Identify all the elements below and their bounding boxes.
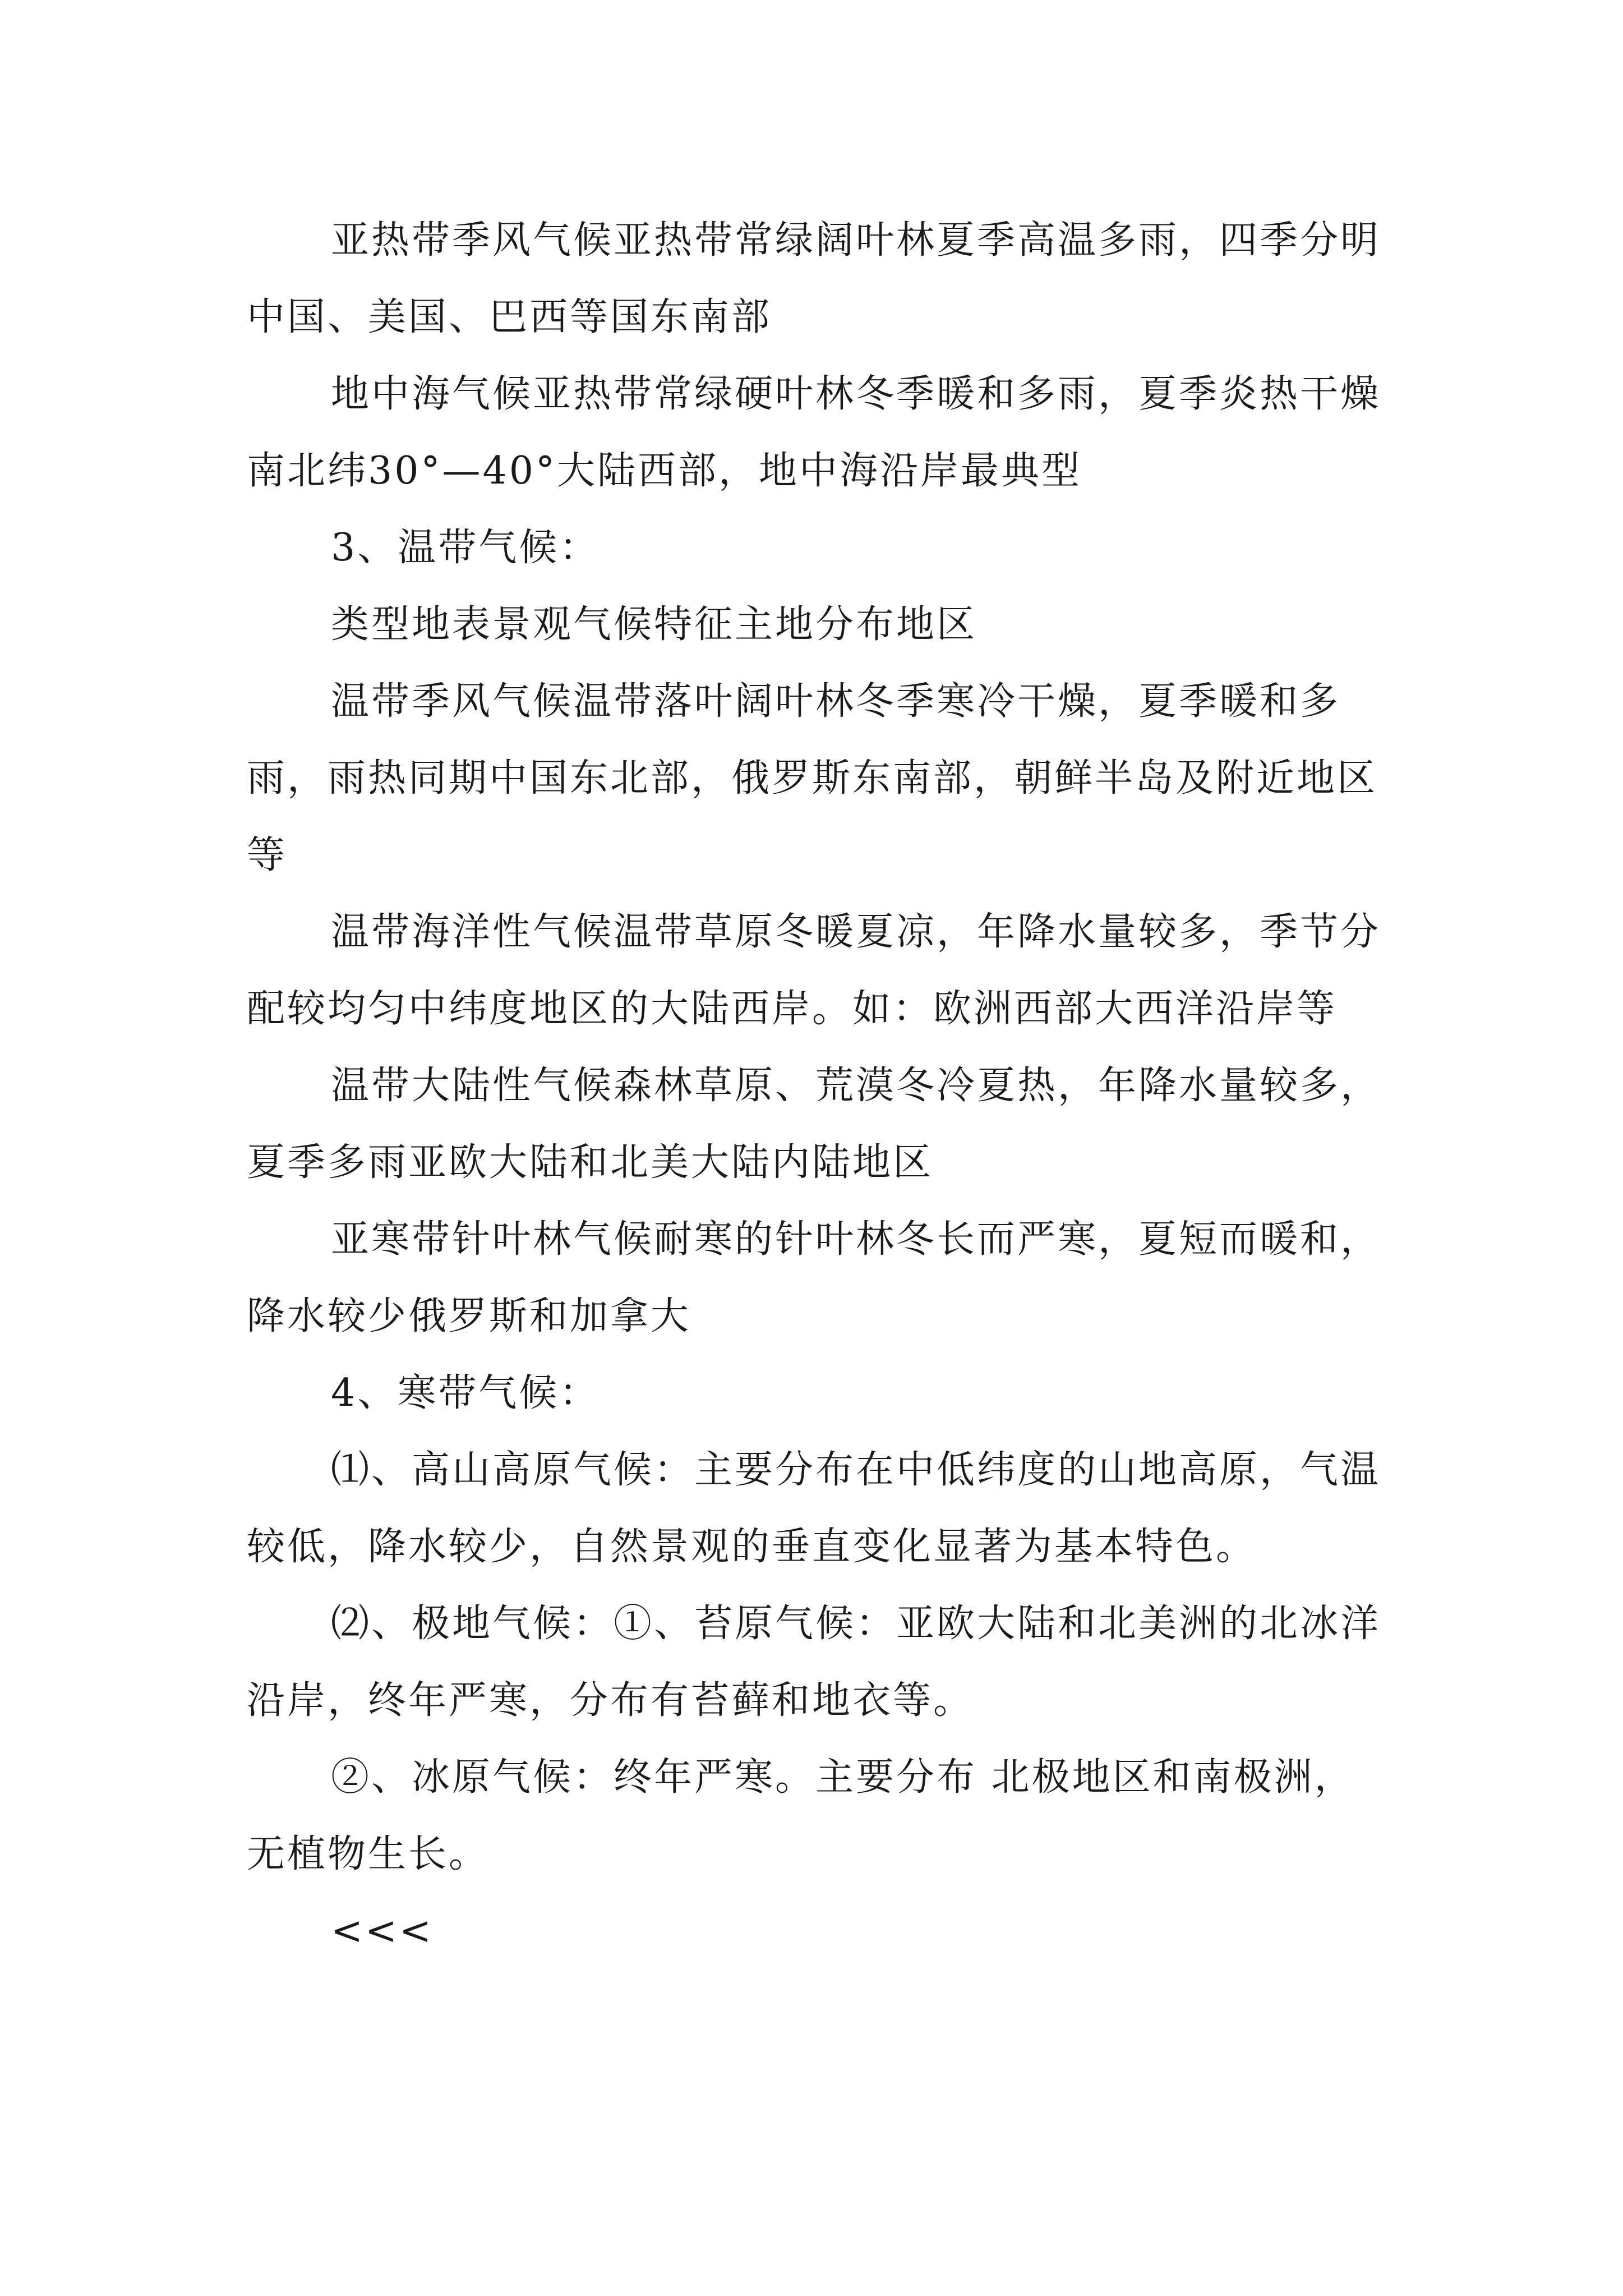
- navigation-marker: <<<: [331, 1909, 434, 1953]
- section-heading-polar: 4、寒带气候：: [331, 1371, 600, 1415]
- paragraph-ice-cap: ②、冰原气候：终年严寒。主要分布 北极地区和南极洲，无植物生长。: [247, 1755, 1355, 1876]
- paragraph-polar-tundra: ⑵、极地气候：①、苔原气候：亚欧大陆和北美洲的北冰洋沿岸，终年严寒，分布有苔藓和地衣等。: [247, 1602, 1381, 1723]
- paragraph-mediterranean: 地中海气候亚热带常绿硬叶林冬季暖和多雨，夏季炎热干燥南北纬30°—40°大陆西部，地中海沿岸最典型: [247, 372, 1381, 493]
- table-header-line: 类型地表景观气候特征主地分布地区: [331, 602, 978, 647]
- paragraph-highland: ⑴、高山高原气候：主要分布在中低纬度的山地高原，气温较低，降水较少，自然景观的垂直变化显著为基本特色。: [247, 1448, 1381, 1569]
- paragraph-subarctic: 亚寒带针叶林气候耐寒的针叶林冬长而严寒，夏短而暖和，降水较少俄罗斯和加拿大: [247, 1217, 1381, 1338]
- paragraph-subtropical-monsoon: 亚热带季风气候亚热带常绿阔叶林夏季高温多雨，四季分明中国、美国、巴西等国东南部: [247, 218, 1381, 339]
- paragraph-temperate-maritime: 温带海洋性气候温带草原冬暖夏凉，年降水量较多，季节分配较均匀中纬度地区的大陆西岸。如：欧洲西部大西洋沿岸等: [247, 910, 1381, 1031]
- paragraph-temperate-continental: 温带大陆性气候森林草原、荒漠冬冷夏热，年降水量较多，夏季多雨亚欧大陆和北美大陆内陆地区: [247, 1064, 1381, 1185]
- document-body: [247, 202, 1391, 1970]
- paragraph-temperate-monsoon: 温带季风气候温带落叶阔叶林冬季寒冷干燥，夏季暖和多雨，雨热同期中国东北部，俄罗斯东南部，朝鲜半岛及附近地区等: [247, 679, 1378, 877]
- section-heading-temperate: 3、温带气候：: [331, 526, 600, 570]
